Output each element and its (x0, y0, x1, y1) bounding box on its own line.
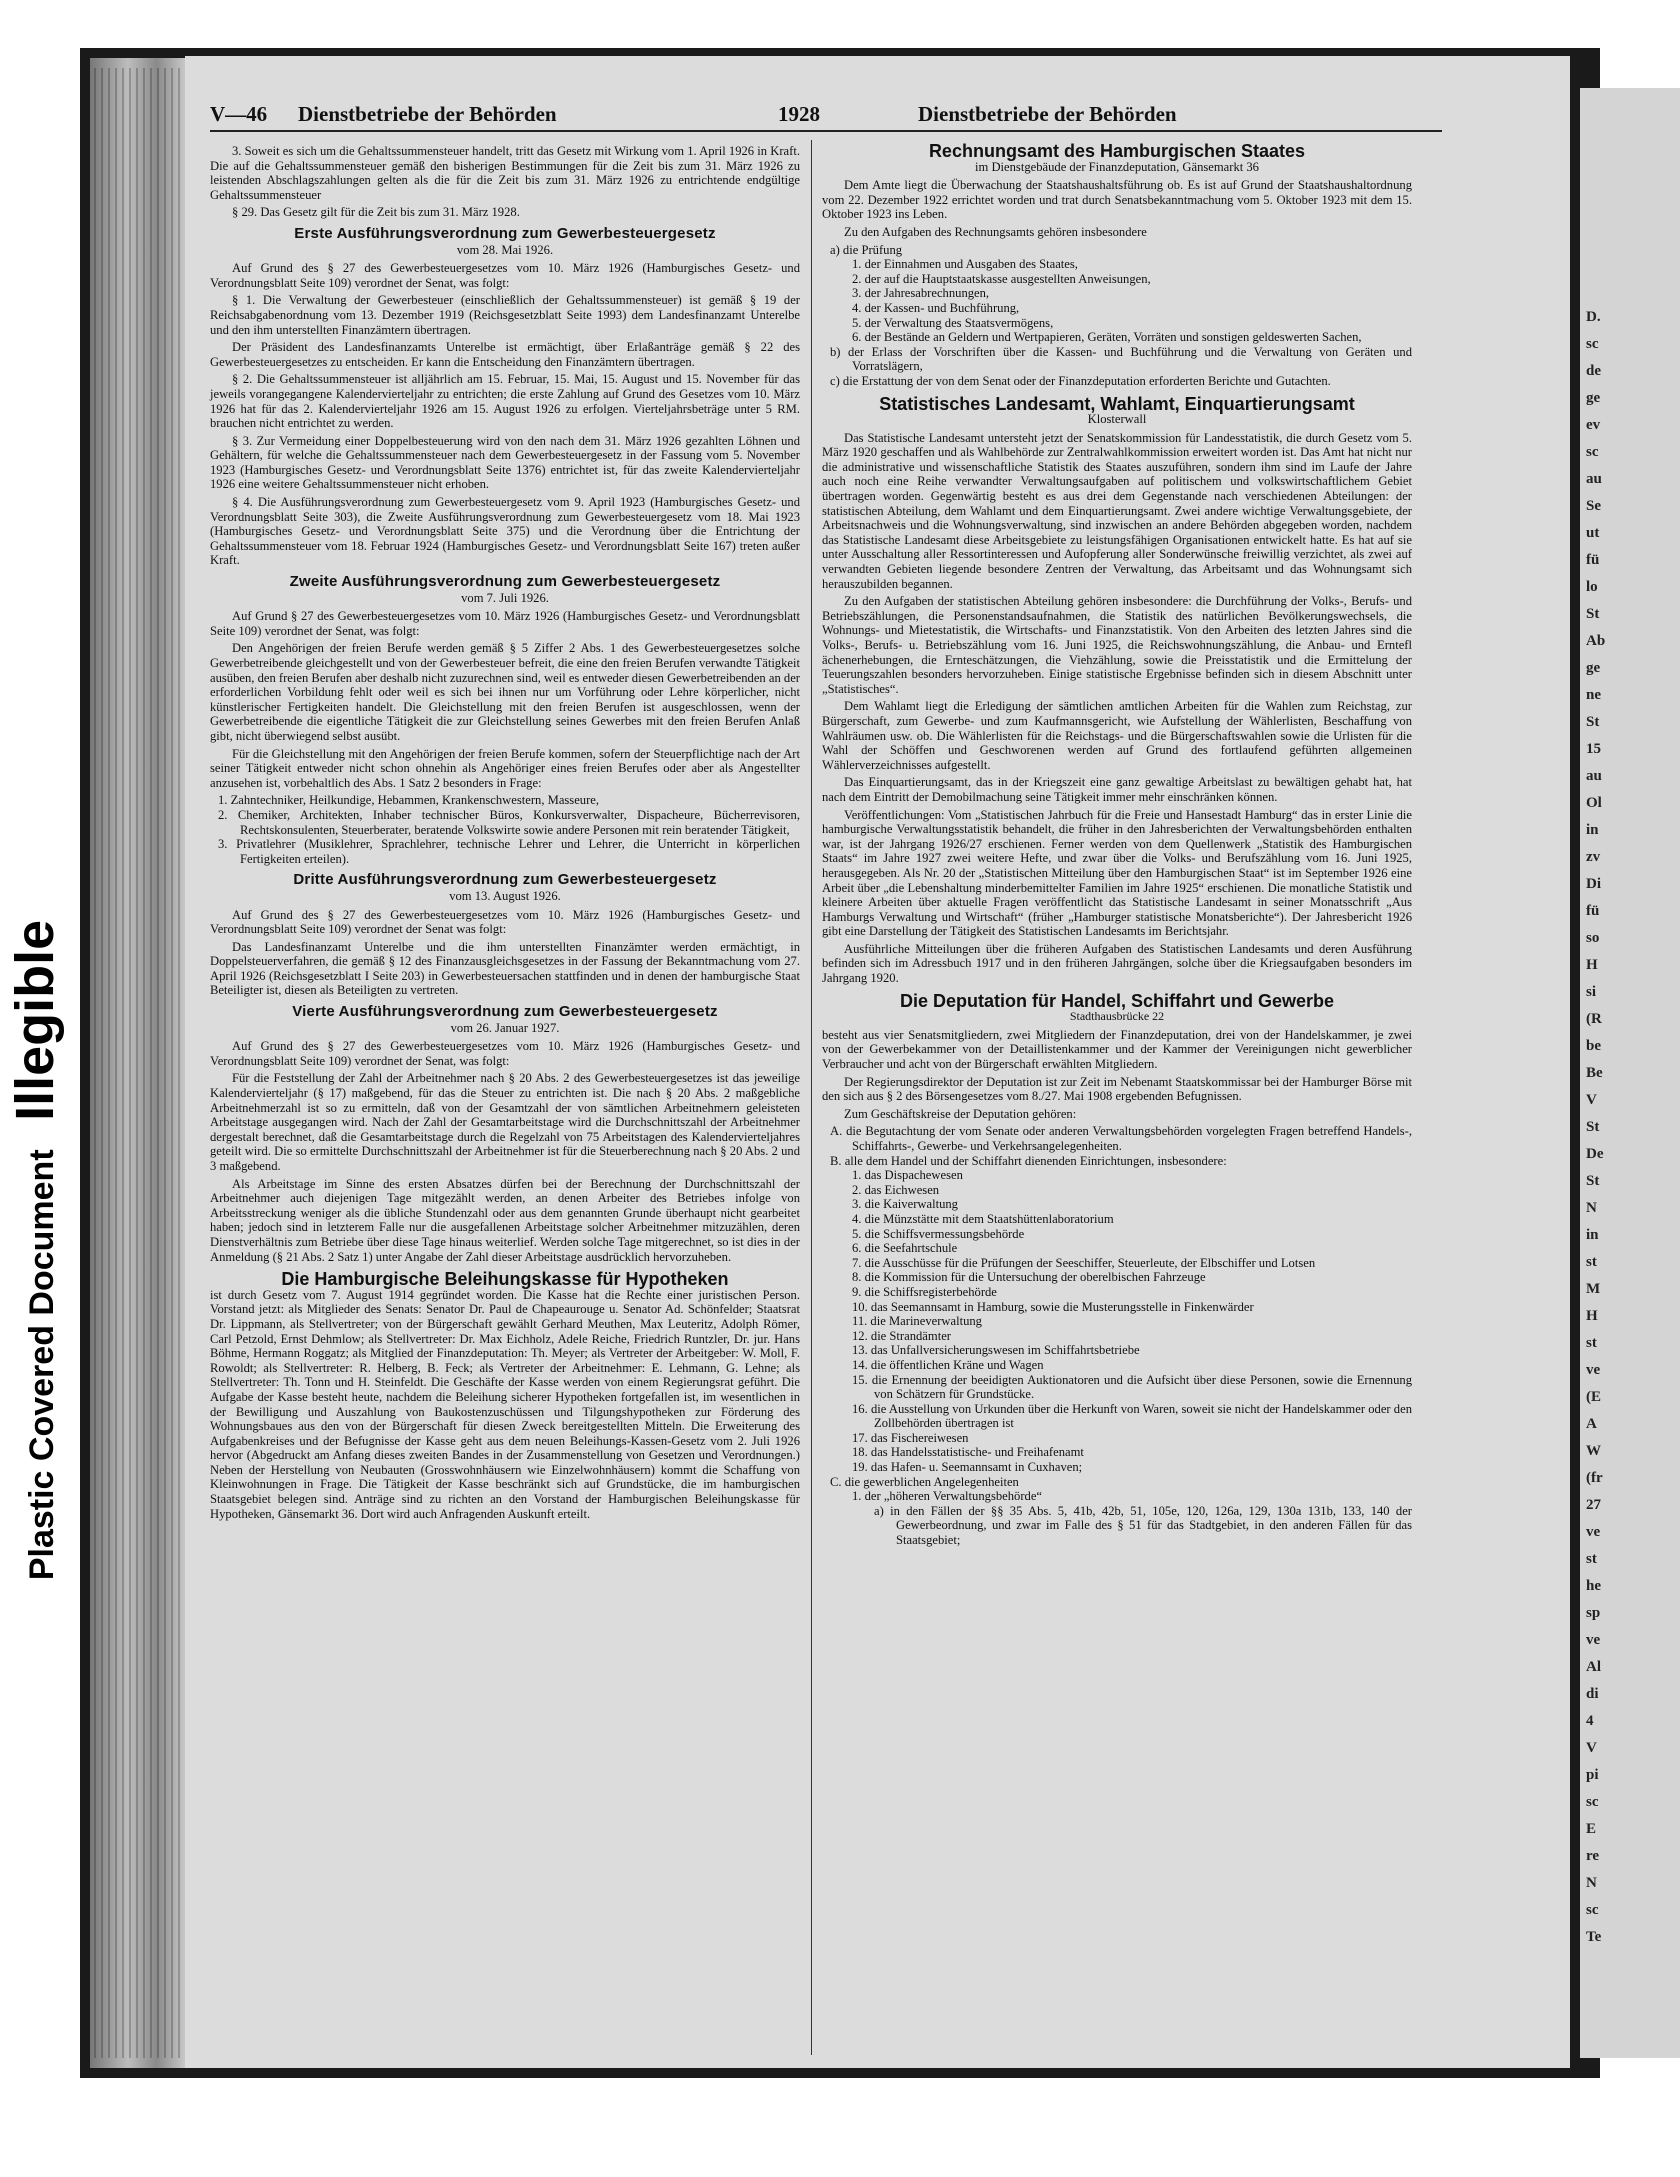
s1-para: Der Präsident des Landesfinanzamts Unterelbe ist ermächtigt, über Erlaßanträge gemäß § 22 des Gewerbesteuergesetzes zu entscheiden. Er kann die Entscheidung den Finanzämtern übertragen. (210, 340, 800, 369)
s3-para: Auf Grund des § 27 des Gewerbesteuergesetzes vom 10. März 1926 (Hamburgisches Gesetz- und Verordnungsblatt Seite 109) verordnet der Senat was folgt: (210, 907, 800, 937)
list-item: 6. der Bestände an Geldern und Wertpapieren, Geräten, Vorräten und sonstigen geldeswerten Sachen, (852, 330, 1362, 345)
s2-para: Für die Gleichstellung mit den Angehörigen der freien Berufe kommen, sofern der Steuerpflichtige nach der Art seiner Tätigkeit entweder nicht schon ohnehin als Angehöriger eines freien Berufes oder aber als Angestellter anzusehen ist, vorbehaltlich des Abs. 1 Satz 2 besonders in Frage: (210, 746, 800, 790)
facing-page-fragment: fü (1586, 552, 1600, 568)
facing-page-fragment: ve (1586, 1632, 1601, 1648)
facing-page-fragment: sp (1586, 1605, 1601, 1621)
list-item: 2. Chemiker, Architekten, Inhaber technischer Büros, Konkursverwalter, Dispacheure, Bücherrevisoren, Rechtskonsulenten, Steuerberater, beratende Volkswirte sowie andere Personen mit rein beratender Tätigkeit, (218, 807, 800, 837)
page-ref: V—46 (210, 102, 268, 126)
s1-para: § 2. Die Gehaltssummensteuer ist alljährlich am 15. Februar, 15. Mai, 15. August und 15. November für das jeweils vorangegangene Kalendervierteljahr zu entrichten; die erste Zahlung auf Grund des Gesetzes vom 10. März 1926 hat für das 2. Kalendervierteljahr 1926 am 15. August 1926 zu erfolgen. Vierteljahrsbeträge unter 5 RM. brauchen nicht entrichtet zu werden. (210, 372, 800, 431)
facing-page-fragment: Al (1586, 1659, 1601, 1675)
list-item: 6. die Seefahrtschule (852, 1241, 958, 1256)
s2-para: Auf Grund § 27 des Gewerbesteuergesetzes vom 10. März 1926 (Hamburgisches Gesetz- und Verordnungsblatt Seite 109) verordnet der Senat, was folgt: (210, 609, 800, 638)
list-item: A. die Begutachtung der vom Senate oder anderen Verwaltungsbehörden vorgelegten Fragen betreffend Handels-, Schiffahrts-, Gewerbe- und Verkehrsangelegenheiten. (830, 1124, 1412, 1153)
list-item: 19. das Hafen- u. Seemannsamt in Cuxhaven; (852, 1460, 1083, 1475)
document-page (210, 100, 1442, 2020)
facing-page-fragment: st (1586, 1254, 1597, 1270)
facing-page-fragment: N (1586, 1200, 1597, 1216)
facing-page-fragment: V (1586, 1092, 1597, 1108)
intro-para-1: 3. Soweit es sich um die Gehaltssummensteuer handelt, tritt das Gesetz mit Wirkung vom 1. April 1926 in Kraft. Die auf die Gehaltssummensteuer gemäß den bisherigen Bestimmungen für die Zeit bis zum 31. März 1926 zu leistenden Abschlagszahlungen gelten als die für die Zeit bis zum 31. März 1926 zu entrichtende endgültige Gehaltssummensteuer (210, 144, 800, 202)
facing-page-fragment: St (1586, 606, 1600, 622)
r3-para: besteht aus vier Senatsmitgliedern, zwei Mitgliedern der Finanzdeputation, drei von der Handelskammer, je zwei von der Gewerbekammer von der Detaillistenkammer und der Kammer der Vereinigungen nicht gewerblicher Verbraucher und acht von der Bürgerschaft erwählten Mitgliedern. (822, 1027, 1412, 1072)
s1-para: § 1. Die Verwaltung der Gewerbesteuer (einschließlich der Gehaltssummensteuer) ist gemäß § 19 der Reichsabgabenordnung vom 13. Dezember 1919 (Reichsgesetzblatt Seite 1993) dem Landesfinanzamt Unterelbe und den ihm unterstellten Finanzämtern übertragen. (210, 293, 800, 337)
facing-page-fragment: E (1586, 1821, 1597, 1837)
facing-page-fragment: ve (1586, 1524, 1601, 1540)
list-item: 15. die Ernennung der beeidigten Auktionatoren und die Aufsicht über diese Personen, sowie die Ernennung von Schätzern für Grundstücke. (852, 1372, 1412, 1402)
facing-page-fragment: M (1586, 1281, 1601, 1297)
facing-page-fragment: V (1586, 1740, 1597, 1756)
side-label-line1: Plastic Covered Document (23, 1149, 61, 1581)
list-item: a) in den Fällen der §§ 35 Abs. 5, 41b, 42b, 51, 105e, 120, 126a, 129, 130a 131b, 133, 140 der Gewerbeordnung, und zwar im Falle des § 51 für das Stadtgebiet, in den anderen Fällen für das Staatsgebiet; (874, 1503, 1412, 1548)
section-date-4: vom 26. Januar 1927. (450, 1020, 560, 1035)
facing-page-fragment: re (1586, 1848, 1600, 1864)
s5-para: ist durch Gesetz vom 7. August 1914 gegründet worden. Die Kasse hat die Rechte einer juristischen Person. Vorstand jetzt: als Mitglieder des Senats: Senator Dr. Paul de Chapeaurouge u. Senator Ad. Schönfelder; Staatsrat Dr. Lippmann, als Stellvertreter; von der Bürgerschaft gewählt Gerhard Meuthen, Max Leuteritz, Adolph Römer, Carl Petzold, Ernst Dehmlow; als Stellvertreter: Dr. Max Eichholz, Adele Reiche, Friedrich Runtzler, Dr. jur. Hans Böhme, Hermann Roggatz; als Mitglied der Finanzdeputation: Th. Meyer; als Vertreter der Arbeitgeber: W. Moll, F. Rowoldt; als Stellvertreter: R. Helberg, B. Feck; als Vertreter der Arbeitnehmer: E. Lehmann, G. Lehne; als Stellvertreter: Th. Tonn und H. Steinfeldt. Die Geschäfte der Kasse werden von einem Regierungsrat geführt. Die Aufgabe der Kasse besteht heute, nachdem die Beleihung sicherer Hypotheken fortgefallen ist, im wesentlichen in der Bewilligung und Auszahlung von Baukostenzuschüssen und Tilgungshypotheken zur Förderung des Wohnungsbaues aus den von der Bürgerschaft für diesen Zweck bereitgestellten Mitteln. Die Erweiterung des Aufgabenkreises und der Befugnisse der Kasse geht aus dem neuen Beleihungs-Kassen-Gesetz vom 2. Juli 1926 hervor (Abgedruckt am Anfang dieses zweiten Bandes in der Zusammenstellung von Gesetzen und Verordnungen.) Neben der Herstellung von Neubauten (Grosswohnhäusern wie Einzelwohnhäusern) kommt die Schaffung von Kleinwohnungen in Frage. Die Tätigkeit der Kasse beschränkt sich auf Grundstücke, die im hamburgischen Staatsgebiet belegen sind. Anträge sind zu richten an den Vorstand der Hamburgischen Beleihungskasse für Hypotheken, Gänsemarkt 36. Dort wird auch Anfragenden Auskunft erteilt. (210, 1287, 800, 1521)
facing-page-fragment: Ab (1586, 633, 1606, 649)
section-title-r1: Rechnungsamt des Hamburgischen Staates (928, 141, 1306, 161)
facing-page-fragment: A (1586, 1416, 1597, 1432)
list-item: 14. die öffentlichen Kräne und Wagen (852, 1357, 1044, 1372)
facing-page-fragment: D. (1586, 309, 1601, 325)
s1-para: § 3. Zur Vermeidung einer Doppelbesteuerung wird von den nach dem 31. März 1926 gezahlten Löhnen und Gehältern, für welche die Gehaltssummensteuer nach dem Gewerbesteuergesetz in der Fassung vom 5. November 1923 (Hamburgisches Gesetz- und Verordnungsblatt Seite 1376) entrichtet ist, für das zweite Kalendervierteljahr 1926 eine weitere Gehaltssummensteuer nicht erhoben. (210, 433, 800, 492)
left-column (210, 144, 800, 1524)
list-item: 2. das Eichwesen (852, 1182, 940, 1197)
list-item: 5. der Verwaltung des Staatsvermögens, (852, 315, 1054, 330)
list-item: 1. Zahntechniker, Heilkundige, Hebammen, Krankenschwestern, Masseure, (218, 793, 600, 808)
facing-page-fragment: 15 (1586, 741, 1601, 757)
section-title-3: Dritte Ausführungsverordnung zum Gewerbesteuergesetz (293, 871, 717, 889)
list-item: 3. die Kaiverwaltung (852, 1197, 958, 1212)
facing-page-fragment: sc (1586, 1902, 1599, 1918)
list-item: B. alle dem Handel und der Schiffahrt dienenden Einrichtungen, insbesondere: (830, 1153, 1227, 1168)
header-year: 1928 (778, 102, 820, 126)
facing-page-fragment: zv (1586, 849, 1601, 865)
list-item: 10. das Seemannsamt in Hamburg, sowie die Musterungsstelle in Finkenwärder (852, 1299, 1254, 1314)
list-item: 1. der Einnahmen und Ausgaben des Staates, (852, 257, 1078, 272)
facing-page-fragment: St (1586, 714, 1600, 730)
facing-page-fragment: in (1586, 822, 1599, 838)
header-title-right: Dienstbetriebe der Behörden (918, 102, 1177, 126)
facing-page-fragment: st (1586, 1551, 1597, 1567)
section-sub-r3: Stadthausbrücke 22 (1069, 1009, 1165, 1024)
r1-para: Zu den Aufgaben des Rechnungsamts gehören insbesondere (844, 224, 1147, 239)
facing-page-fragment: st (1586, 1335, 1597, 1351)
list-item: 5. die Schiffsvermessungsbehörde (852, 1226, 1025, 1241)
facing-page-fragment: ut (1586, 525, 1600, 541)
facing-page-fragment: sc (1586, 1794, 1599, 1810)
facing-page-fragment: so (1586, 930, 1600, 946)
section-title-r3: Die Deputation für Handel, Schiffahrt und Gewerbe (899, 990, 1335, 1011)
section-title-5: Die Hamburgische Beleihungskasse für Hypotheken (281, 1269, 729, 1290)
facing-page-fragment: ge (1586, 390, 1601, 406)
facing-page-fragment: ve (1586, 1362, 1601, 1378)
list-item: 9. die Schiffsregisterbehörde (852, 1284, 997, 1299)
facing-page-fragment: di (1586, 1686, 1599, 1702)
facing-page-fragment: N (1586, 1875, 1597, 1891)
facing-page-fragment: pi (1586, 1767, 1599, 1783)
page-edges (94, 68, 180, 2058)
facing-page-fragment: be (1586, 1038, 1601, 1054)
section-date-3: vom 13. August 1926. (449, 888, 561, 903)
facing-page-fragment: he (1586, 1578, 1601, 1594)
r1-list (822, 243, 1412, 389)
s2-list (210, 793, 800, 866)
section-title-4: Vierte Ausführungsverordnung zum Gewerbesteuergesetz (292, 1003, 718, 1021)
facing-page-fragment: in (1586, 1227, 1599, 1243)
side-label (0, 800, 70, 1700)
facing-page-fragment: si (1586, 984, 1597, 1000)
r2-para: Veröffentlichungen: Vom „Statistischen Jahrbuch für die Freie und Hansestadt Hamburg“ das in erster Linie die hamburgische Verwaltungsstatistik behandelt, die früher in den Jahresberichten der Verwaltungsbehörden enthalten war, ist der Jahrgang 1926/27 erschienen. Ferner werden von dem Quellenwerk „Statistik des Hamburgischen Staats“ im Jahre 1927 zwei weitere Hefte, und zwar über die Volks- und Berufszählung vom 16. Juni 1925, herausgegeben. Als Nr. 20 der „Statistischen Mitteilung über den Hamburgischen Staat“ ist im September 1926 eine Arbeit über „die Lebenshaltung minderbemittelter Familien im Jahre 1925“ erschienen. Die monatliche Statistik und kleinere Arbeiten über aktuelle Fragen veröffentlicht das Statistische Landesamt in seiner Monatsschrift „Aus Hamburgs Verwaltung und Wirtschaft“ (früher „Hamburger statistische Monatsberichte“). Der Jahresbericht 1926 gibt eine Darstellung der Tätigkeit des Statistischen Landesamts im Berichtsjahr. (822, 807, 1412, 939)
facing-page-fragment: (R (1586, 1011, 1602, 1027)
r2-para: Das Statistische Landesamt untersteht jetzt der Senatskommission für Landesstatistik, die durch Gesetz vom 5. März 1920 geschaffen und als Wahlbehörde zur Zentralwahlkommission erweitert worden ist. Das Amt hat nicht nur die administrative und wissenschaftliche Statistik des Staates auszuführen, sondern ihm sind im Laufe der Jahre auch noch eine Reihe verwandter Verwaltungsaufgaben auf politischem und volkswirtschaftlichem Gebiet übertragen worden. Gegenwärtig besteht es aus drei dem Gegenstande nach verschiedenen Abteilungen: der statistischen Abteilung, dem Wahlamt und dem Einquartierungsamt. Zwei andere wichtige Verwaltungsgebiete, der Arbeitsnachweis und die Wohnungsverwaltung, sind inzwischen an andere Behörden abgegeben worden, nachdem das Statistische Landesamt diese Arbeitsgebiete zu leistungsfähigen Organisationen entwickelt hatte. Es hat auf sie unter Ausschaltung aller Ressortinteressen und Aufopferung aller Sonderwünsche freiwillig verzichtet, als zwei auf verwandten Gebieten liegende besondere Zentren der Verwaltung, das Arbeitsamt und das Wohnungsamt sich herauszubilden begannen. (822, 430, 1412, 591)
facing-page-fragment: fü (1586, 903, 1600, 919)
facing-page-fragment: (fr (1586, 1470, 1603, 1486)
s2-para: Den Angehörigen der freien Berufe werden gemäß § 5 Ziffer 2 Abs. 1 des Gewerbesteuergesetzes solche Gewerbetreibende gleichgestellt und von der Gewerbesteuer befreit, die eine den freien Berufen verwandte Tätigkeit ausüben, den freien Berufen aber deshalb nicht zuzurechnen sind, weil es entweder diesen Gewerbetreibenden an der erforderlichen Vorbildung fehlt oder weil es sich bei ihnen nur um Vorführung oder Lehre körperlicher, nicht künstlerischer Fertigkeiten handelt. Die Gleichstellung mit den freien Berufen ist ausgeschlossen, wenn der Gewerbetreibende die eigentliche Tätigkeit die zur Gleichstellung seines Gewerbes mit den freien Berufen Anlaß gibt, nicht überwiegend selbst ausübt. (210, 641, 800, 743)
facing-page-fragment: sc (1586, 336, 1599, 352)
r3-list (822, 1124, 1412, 1547)
s1-para: § 4. Die Ausführungsverordnung zum Gewerbesteuergesetz vom 9. April 1923 (Hamburgisches Gesetz- und Verordnungsblatt Seite 303), die Zweite Ausführungsverordnung zum Gewerbesteuergesetz vom 18. Mai 1923 (Hamburgisches Gesetz- und Verordnungsblatt Seite 375) und die Verordnung über die Entrichtung der Gehaltssummensteuer vom 18. Februar 1924 (Hamburgisches Gesetz- und Verordnungsblatt Seite 167) treten außer Kraft. (210, 495, 800, 568)
facing-page-fragment: St (1586, 1119, 1600, 1135)
facing-page-fragment: St (1586, 1173, 1600, 1189)
facing-page-fragment: au (1586, 471, 1602, 487)
list-item: 4. der Kassen- und Buchführung, (852, 300, 1020, 315)
facing-page-fragment: lo (1586, 579, 1598, 595)
header-title-left: Dienstbetriebe der Behörden (298, 102, 557, 126)
list-item: 4. die Münzstätte mit dem Staatshüttenlaboratorium (852, 1211, 1114, 1226)
facing-page-fragment: 4 (1586, 1713, 1594, 1729)
list-item: 17. das Fischereiwesen (852, 1430, 969, 1445)
facing-page-fragment: Ol (1586, 795, 1602, 811)
list-item: 2. der auf die Hauptstaatskasse ausgestellten Anweisungen, (852, 271, 1151, 286)
list-item: 12. die Strandämter (852, 1328, 951, 1343)
facing-page-fragment: Di (1586, 876, 1601, 892)
list-item: 18. das Handelsstatistische- und Freihafenamt (852, 1445, 1084, 1460)
intro-para-2: § 29. Das Gesetz gilt für die Zeit bis zum 31. März 1928. (232, 205, 520, 220)
facing-page-fragment: H (1586, 957, 1598, 973)
list-item: c) die Erstattung der von dem Senat oder der Finanzdeputation erforderten Berichte und Gutachten. (830, 373, 1331, 388)
list-item: 16. die Ausstellung von Urkunden über die Herkunft von Waren, soweit sie nicht der Handelskammer oder den Zollbehörden übertragen ist (852, 1401, 1412, 1431)
list-item: 13. das Unfallversicherungswesen im Schiffahrtsbetriebe (852, 1343, 1140, 1358)
facing-page-fragment: Be (1586, 1065, 1603, 1081)
s4-para: Als Arbeitstage im Sinne des ersten Absatzes dürfen bei der Berechnung der Durchschnittszahl der Arbeitnehmer auch diejenigen Tage mitgezählt werden, an denen Arbeiter des Betriebes infolge von Arbeitsstreckung weniger als die übliche Stundenzahl oder aus dem genannten Grunde überhaupt nicht gearbeitet haben; jedoch sind in letzterem Falle nur die ausgefallenen Arbeitstage solcher Arbeitnehmer mitzuzählen, deren Dienstverhältnis zum Betriebe über diese Tage hinaus weiterlief. Werden solche Tage mitgerechnet, so ist dies in der Anmeldung (§ 21 Abs. 2 Satz 1) unter Angabe der Zahl dieser Arbeitstage ausdrücklich hervorzuheben. (210, 1176, 800, 1264)
r2-para: Ausführliche Mitteilungen über die früheren Aufgaben des Statistischen Landesamts und deren Ausführung befinden sich im Adressbuch 1917 und in den früheren Jahrgängen, solche über die Kriegsaufgaben besonders im Jahrgang 1920. (822, 941, 1412, 986)
list-item: 3. der Jahresabrechnungen, (852, 286, 990, 301)
list-item: 8. die Kommission für die Untersuchung der oberelbischen Fahrzeuge (852, 1270, 1206, 1285)
section-sub-r1: im Dienstgebäude der Finanzdeputation, Gänsemarkt 36 (975, 159, 1259, 174)
r2-para: Zu den Aufgaben der statistischen Abteilung gehören insbesondere: die Durchführung der Volks-, Berufs- und Betriebszählungen, die Personenstandsaufnahmen, die Statistik des natürlichen Bevölkerungswechsels, die Wohnungs- und Mietestatistik, die Wirtschafts- und Finanzstatistik. Von den Arbeiten des letzten Jahres sind die Volks-, Berufs- u. Betriebszählung vom 16. Juni 1925, die Reichswohnungszählung, die Anbau- und Erntefl ächenerhebungen, die Ernteschätzungen, die Viehzählung, sowie die Preisstatistik und die Ermittelung der Teuerungszahlen besonders hervorzuheben. Einige statistische Ergebnisse befinden sich in diesem Abschnitt unter „Statistisches“. (822, 594, 1412, 696)
s4-para: Auf Grund des § 27 des Gewerbesteuergesetzes vom 10. März 1926 (Hamburgisches Gesetz- und Verordnungsblatt Seite 109) verordnet der Senat, was folgt: (210, 1039, 800, 1068)
list-item: 1. das Dispachewesen (852, 1168, 963, 1183)
section-title-r2: Statistisches Landesamt, Wahlamt, Einquartierungsamt (879, 393, 1355, 414)
section-title-1: Erste Ausführungsverordnung zum Gewerbesteuergesetz (294, 224, 716, 242)
column-rule (811, 140, 812, 2055)
list-item: a) die Prüfung (830, 242, 903, 257)
r3-para: Der Regierungsdirektor der Deputation ist zur Zeit im Nebenamt Staatskommissar bei der Hamburger Börse mit den sich aus § 2 des Börsengesetzes vom 8./27. Mai 1908 ergebenden Befugnissen. (822, 1074, 1412, 1104)
r2-para: Dem Wahlamt liegt die Erledigung der sämtlichen amtlichen Arbeiten für die Wahlen zum Reichstag, zur Bürgerschaft, zum Gewerbe- und zum Kaufmannsgericht, wie Aufstellung der Wählerlisten, Beschaffung von Wahlräumen usw. ob. Die Wählerlisten für die Reichstags- und die Bürgerschaftswahlen sowie die Urlisten für die Wahl der Schöffen und Geschworenen werden auf Grund des fortlaufend geführten allgemeinen Wählerverzeichnisses aufgestellt. (822, 699, 1412, 772)
facing-page-fragment: (E (1586, 1389, 1601, 1405)
section-title-2: Zweite Ausführungsverordnung zum Gewerbesteuergesetz (289, 573, 721, 591)
list-item: C. die gewerblichen Angelegenheiten (830, 1474, 1019, 1489)
facing-page-fragment: ev (1586, 417, 1601, 433)
facing-page-fragment: W (1586, 1443, 1601, 1459)
section-date-1: vom 28. Mai 1926. (456, 242, 554, 257)
facing-page-fragment: 27 (1586, 1497, 1601, 1513)
list-item: 11. die Marineverwaltung (852, 1314, 982, 1329)
list-item: b) der Erlass der Vorschriften über die Kassen- und Buchführung und die Verwaltung von Geräten und Vorratslägern, (830, 344, 1412, 374)
s1-para: Auf Grund des § 27 des Gewerbesteuergesetzes vom 10. März 1926 (Hamburgisches Gesetz- und Verordnungsblatt Seite 109) verordnet der Senat, was folgt: (210, 261, 800, 290)
list-item: 1. der „höheren Verwaltungsbehörde“ (852, 1489, 1043, 1504)
section-date-2: vom 7. Juli 1926. (461, 590, 549, 605)
facing-page-fragment: De (1586, 1146, 1604, 1162)
s3-para: Das Landesfinanzamt Unterelbe und die ihm unterstellten Finanzämter werden ermächtigt, in Doppelsteuerverfahren, die gemäß § 12 des Finanzausgleichsgesetzes in der Fassung der Bekanntmachung vom 27. April 1926 (Reichsgesetzblatt I Seite 203) in Gewerbesteuersachen stattfinden und in denen der hamburgische Staat Beteiligter ist, diesen als Beteiligten zu vertreten. (210, 939, 800, 998)
section-sub-r2: Klosterwall (1087, 412, 1147, 427)
r2-para: Das Einquartierungsamt, das in der Kriegszeit eine ganz gewaltige Arbeitslast zu bewältigen gehabt hat, hat nach dem Eintritt der Demobilmachung seine Tätigkeit immer mehr einschränken können. (822, 775, 1412, 804)
facing-page (1580, 88, 1680, 2058)
facing-page-fragment: H (1586, 1308, 1598, 1324)
facing-page-fragment: ge (1586, 660, 1601, 676)
right-column (822, 141, 1412, 1551)
page-header (210, 100, 1442, 132)
s4-para: Für die Feststellung der Zahl der Arbeitnehmer nach § 20 Abs. 2 des Gewerbesteuergesetzes ist das jeweilige Kalendervierteljahr (§ 17) maßgebend, für das die Steuer zu entrichten ist. Die nach § 20 Abs. 2 maßgebliche Arbeitnehmerzahl ist so zu ermitteln, daß von der Gesamtzahl der von sämtlichen Arbeitnehmern geleisteten Arbeitstage ausgegangen wird. Nach der Zahl der Gesamtarbeitstage wird die Durchschnittszahl der Arbeitnehmer dergestalt berechnet, daß die Gesamtarbeitstage durch die Regelzahl von 75 Arbeitstagen des Kalendervierteljahres geteilt wird. Die so ermittelte Durchschnittszahl der Arbeitnehmer ist für die Steuerberechnung nach § 20 Abs. 2 und 3 maßgebend. (210, 1071, 800, 1173)
r3-para: Zum Geschäftskreise der Deputation gehören: (844, 1106, 1077, 1121)
side-label-line2: Illegible (5, 919, 65, 1121)
side-label-text (4, 920, 66, 1580)
facing-page-fragment: Se (1586, 498, 1601, 514)
facing-page-fragment: Te (1586, 1929, 1602, 1945)
facing-page-fragment: sc (1586, 444, 1599, 460)
facing-page-fragment: au (1586, 768, 1602, 784)
facing-page-fragment: ne (1586, 687, 1601, 703)
list-item: 7. die Ausschüsse für die Prüfungen der Seeschiffer, Steuerleute, der Elbschiffer und Lotsen (852, 1255, 1316, 1270)
list-item: 3. Privatlehrer (Musiklehrer, Sprachlehrer, technische Lehrer und Lehrer, die Unterricht in körperlichen Fertigkeiten erteilen). (218, 837, 800, 866)
facing-page-fragment: de (1586, 363, 1601, 379)
r1-para: Dem Amte liegt die Überwachung der Staatshaushaltsführung ob. Es ist auf Grund der Staatshaushaltordnung vom 22. Dezember 1922 errichtet worden und trat durch Senatsbekanntmachung vom 5. Oktober 1923 mit dem 15. Oktober 1923 ins Leben. (822, 178, 1412, 222)
